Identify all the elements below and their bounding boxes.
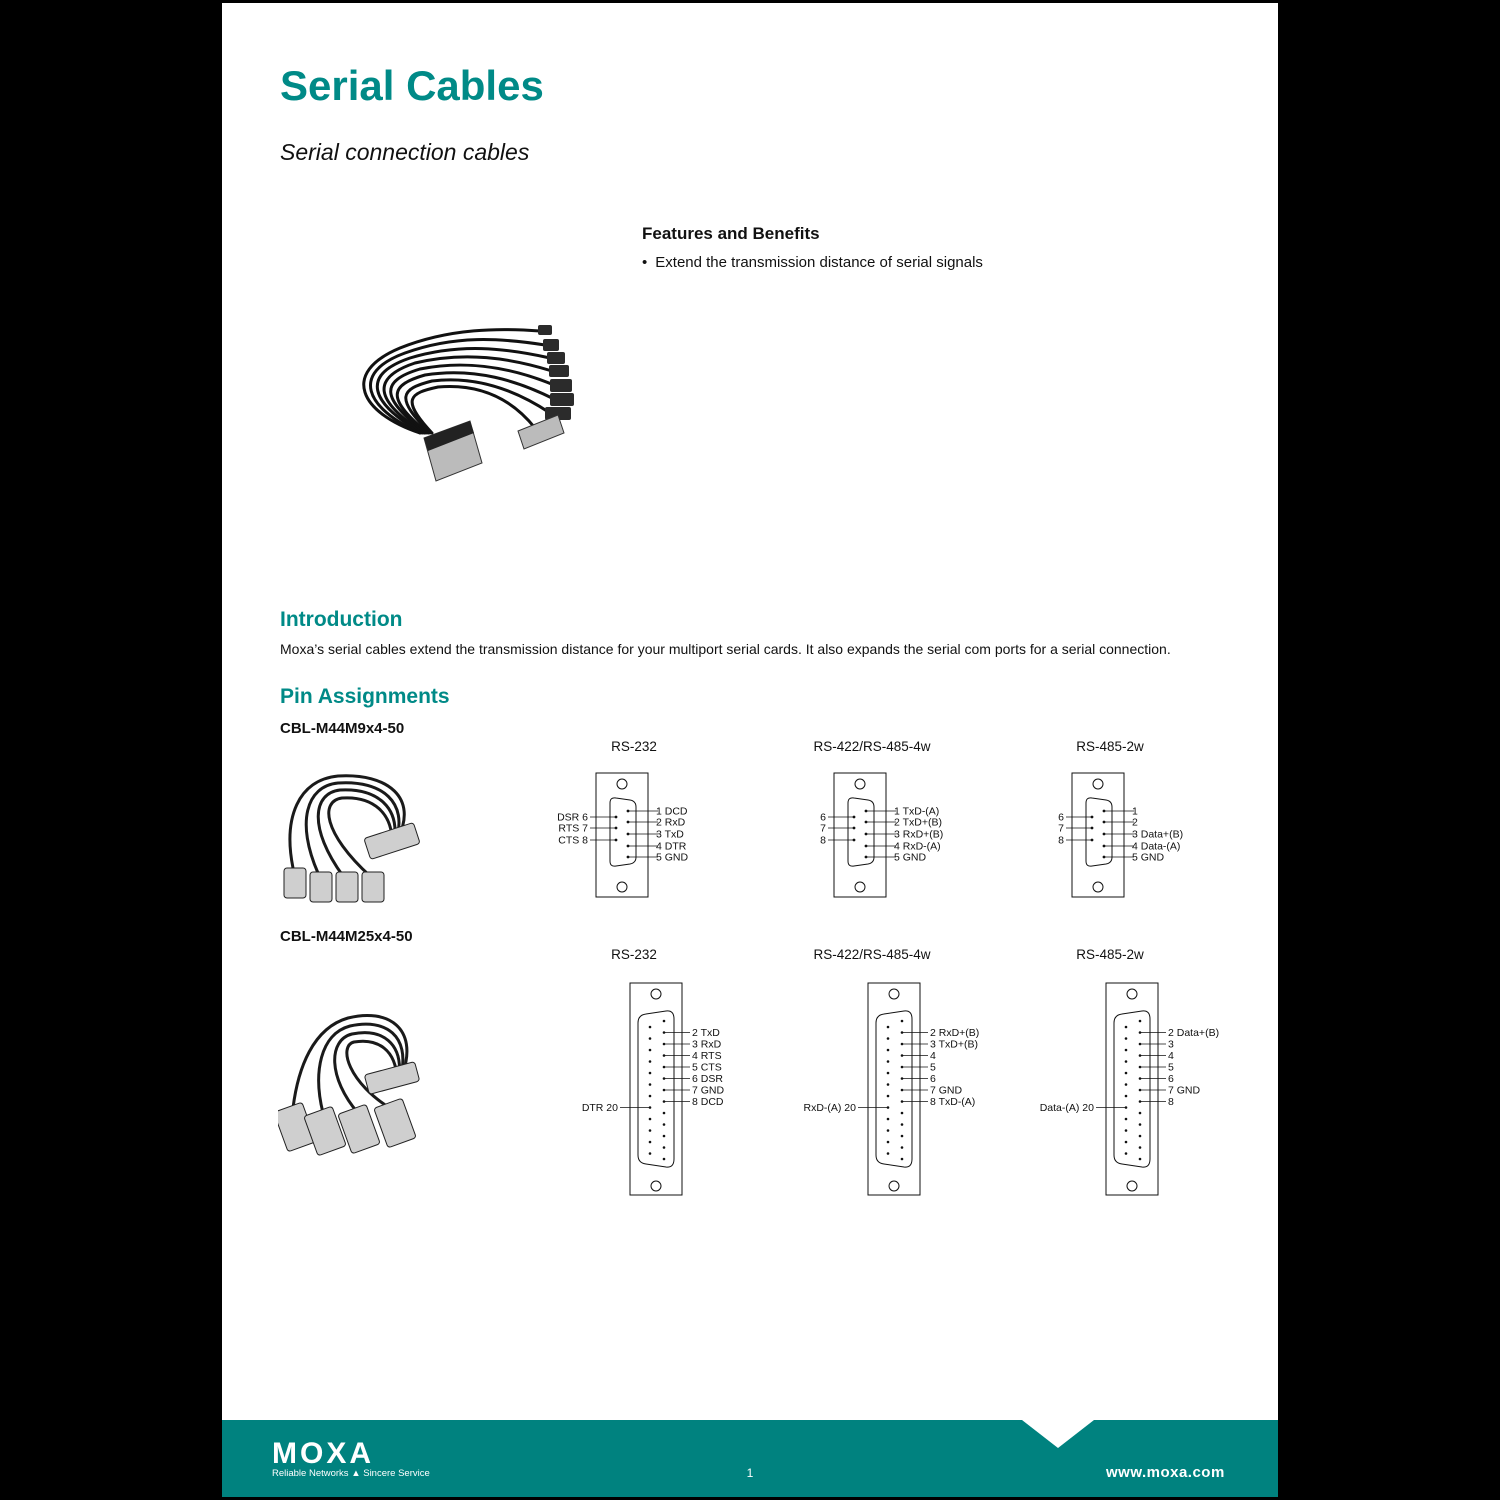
model-name: CBL-M44M25x4-50 [280, 928, 413, 945]
pin-dot [649, 1060, 652, 1063]
footer-url[interactable]: www.moxa.com [1106, 1464, 1225, 1481]
pin-dot [1125, 1141, 1128, 1144]
pin-dot [663, 1123, 666, 1126]
pin-dot [901, 1146, 904, 1149]
pin-dot [649, 1083, 652, 1086]
pin-dot [649, 1118, 652, 1121]
mounting-hole [651, 989, 661, 999]
pin-dot [1139, 1123, 1142, 1126]
mounting-hole [855, 779, 865, 789]
pin-label: Data-(A) 20 [1039, 1102, 1094, 1114]
pin-dot [1125, 1152, 1128, 1155]
db25-pinout-diagram [998, 979, 1228, 1197]
pin-dot [901, 1158, 904, 1161]
pin-dot [1125, 1049, 1128, 1052]
mounting-hole [889, 989, 899, 999]
diagram-label: RS-232 [611, 739, 657, 754]
pin-dot [901, 1123, 904, 1126]
page-subtitle: Serial connection cables [280, 139, 530, 165]
introduction-text: Moxa’s serial cables extend the transmission distance for your multiport serial cards. It also expands the serial com ports for a serial connection. [280, 641, 1171, 657]
pin-label: 7 [820, 822, 826, 835]
diagram-label: RS-485-2w [1076, 947, 1144, 962]
pin-dot [663, 1020, 666, 1023]
pin-label: 3 TxD+(B) [930, 1038, 978, 1051]
pin-dot [663, 1158, 666, 1161]
pin-assignments-heading: Pin Assignments [280, 685, 450, 708]
diagram-label: RS-422/RS-485-4w [813, 739, 931, 754]
pin-dot [1125, 1060, 1128, 1063]
features-list [642, 254, 983, 271]
mounting-hole [855, 882, 865, 892]
pin-label: 4 DTR [656, 840, 687, 853]
pin-dot [1125, 1095, 1128, 1098]
feature-item: • Extend the transmission distance of serial signals [642, 254, 983, 271]
pin-label: DTR 20 [581, 1102, 618, 1114]
pin-dot [1139, 1020, 1142, 1023]
pin-label: RTS 7 [558, 822, 588, 835]
connector-shell [1072, 773, 1124, 897]
pin-label: 8 TxD-(A) [930, 1096, 976, 1108]
pin-label: 6 [820, 811, 826, 824]
pin-dot [887, 1083, 890, 1086]
page-title: Serial Cables [280, 62, 544, 109]
pin-label: 7 GND [692, 1084, 725, 1097]
pin-dot [649, 1049, 652, 1052]
pin-label: 8 [820, 834, 826, 847]
footer-band [222, 1420, 1278, 1497]
db25-pinout-diagram [760, 979, 990, 1197]
footer-tagline: Reliable Networks ▲ Sincere Service [272, 1468, 430, 1479]
connector-face [1086, 798, 1112, 866]
pin-label: 8 [1058, 834, 1064, 847]
pin-label: 7 GND [1168, 1084, 1201, 1097]
pin-label: 6 [1168, 1073, 1174, 1085]
pin-dot [887, 1072, 890, 1075]
mounting-hole [1093, 882, 1103, 892]
pin-label: 4 [1168, 1050, 1174, 1062]
pin-label: 5 [930, 1061, 936, 1074]
pin-label: 2 Data+(B) [1168, 1027, 1220, 1039]
mounting-hole [651, 1181, 661, 1191]
pin-dot [887, 1095, 890, 1098]
pin-dot [887, 1060, 890, 1063]
pin-label: 3 RxD+(B) [894, 828, 944, 841]
pin-label: 6 [930, 1073, 936, 1085]
pin-dot [663, 1146, 666, 1149]
pin-dot [887, 1152, 890, 1155]
pin-dot [1139, 1112, 1142, 1115]
pin-label: 5 GND [1132, 851, 1165, 864]
mounting-hole [1127, 1181, 1137, 1191]
pin-dot [1139, 1146, 1142, 1149]
diagram-label: RS-485-2w [1076, 739, 1144, 754]
connector-face [876, 1011, 912, 1167]
pin-label: 5 GND [656, 851, 689, 864]
mounting-hole [617, 882, 627, 892]
pin-dot [649, 1129, 652, 1132]
pin-dot [887, 1037, 890, 1040]
octopus-cable-image [340, 303, 620, 503]
db9-pinout-diagram [1032, 771, 1192, 899]
pin-label: 6 DSR [692, 1073, 723, 1085]
pin-dot [649, 1141, 652, 1144]
moxa-logo: MOXA [272, 1437, 374, 1470]
pin-label: 4 RxD-(A) [894, 840, 941, 853]
pin-label: 2 RxD+(B) [930, 1027, 980, 1039]
pin-label: RxD-(A) 20 [803, 1102, 856, 1114]
pin-label: 1 DCD [656, 805, 688, 818]
connector-shell [834, 773, 886, 897]
pin-dot [887, 1026, 890, 1029]
pin-dot [663, 1112, 666, 1115]
features-heading: Features and Benefits [642, 224, 820, 243]
pin-label: DSR 6 [557, 811, 588, 824]
pin-label: 4 [930, 1050, 936, 1062]
datasheet-page [222, 3, 1278, 1497]
pin-dot [1125, 1026, 1128, 1029]
pin-label: 2 RxD [656, 816, 686, 829]
pin-dot [1125, 1072, 1128, 1075]
connector-face [1114, 1011, 1150, 1167]
pin-dot [1125, 1083, 1128, 1086]
diagram-label: RS-232 [611, 947, 657, 962]
db9-pinout-diagram [556, 771, 716, 899]
model-name: CBL-M44M9x4-50 [280, 720, 405, 737]
db25-pinout-diagram [522, 979, 752, 1197]
mounting-hole [1093, 779, 1103, 789]
pin-dot [901, 1020, 904, 1023]
pin-label: CTS 8 [558, 834, 588, 847]
pin-label: 7 GND [930, 1084, 963, 1097]
pin-dot [887, 1141, 890, 1144]
connector-shell [596, 773, 648, 897]
pin-dot [663, 1135, 666, 1138]
db9-cable-image [278, 768, 428, 913]
connector-face [638, 1011, 674, 1167]
pin-label: 5 GND [894, 851, 927, 864]
pin-dot [649, 1095, 652, 1098]
db9-pinout-diagram [794, 771, 954, 899]
pin-dot [901, 1135, 904, 1138]
pin-label: 3 [1168, 1038, 1174, 1051]
db25-cable-image [278, 998, 428, 1158]
pin-dot [649, 1037, 652, 1040]
mounting-hole [617, 779, 627, 789]
pin-label: 5 CTS [692, 1061, 722, 1074]
pin-dot [1125, 1129, 1128, 1132]
pin-dot [649, 1026, 652, 1029]
pin-dot [887, 1118, 890, 1121]
pin-label: 7 [1058, 822, 1064, 835]
pin-label: 3 TxD [656, 828, 684, 841]
pin-label: 2 TxD+(B) [894, 816, 942, 829]
pin-dot [649, 1152, 652, 1155]
pin-label: 1 [1132, 805, 1138, 818]
diagram-label: RS-422/RS-485-4w [813, 947, 931, 962]
pin-dot [649, 1072, 652, 1075]
pin-label: 6 [1058, 811, 1064, 824]
page-number: 1 [746, 1466, 754, 1480]
pin-label: 3 Data+(B) [1132, 828, 1184, 841]
introduction-heading: Introduction [280, 608, 403, 631]
pin-label: 2 TxD [692, 1027, 720, 1039]
pin-label: 4 RTS [692, 1050, 722, 1062]
pin-label: 5 [1168, 1061, 1174, 1074]
pin-dot [1125, 1037, 1128, 1040]
pin-dot [901, 1112, 904, 1115]
mounting-hole [889, 1181, 899, 1191]
connector-face [848, 798, 874, 866]
pin-label: 3 RxD [692, 1038, 722, 1051]
pin-dot [1125, 1118, 1128, 1121]
pin-label: 4 Data-(A) [1132, 840, 1181, 853]
mounting-hole [1127, 989, 1137, 999]
connector-face [610, 798, 636, 866]
pin-label: 2 [1132, 816, 1138, 829]
pin-dot [887, 1049, 890, 1052]
pin-label: 8 DCD [692, 1096, 724, 1108]
pin-dot [1139, 1135, 1142, 1138]
pin-dot [887, 1129, 890, 1132]
pin-label: 1 TxD-(A) [894, 805, 940, 818]
pin-dot [1139, 1158, 1142, 1161]
pin-label: 8 [1168, 1096, 1174, 1108]
